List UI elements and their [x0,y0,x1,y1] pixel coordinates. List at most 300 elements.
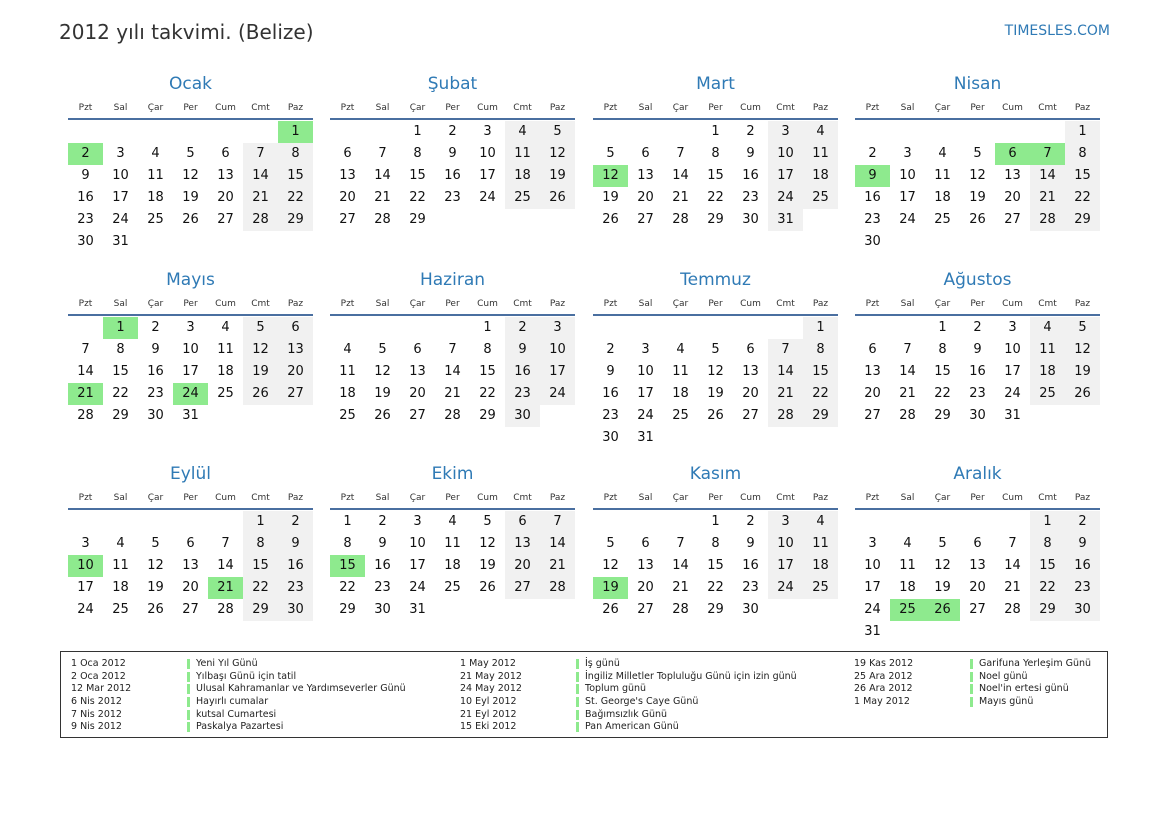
day-cell: 3 [81,536,90,551]
month-calendar [855,269,1100,427]
day-cell: 27 [864,408,881,423]
day-cell: 22 [339,580,356,595]
legend-marker [187,697,190,707]
legend-holiday-name: St. George's Caye Günü [585,696,699,708]
day-cell: 7 [676,146,685,161]
day-cell: 19 [707,386,724,401]
day-cell: 10 [899,168,916,183]
day-cell: 24 [768,187,803,209]
legend-marker [576,710,579,720]
day-cell: 5 [378,342,387,357]
day-cell: 6 [343,146,352,161]
day-cell: 31 [637,430,654,445]
empty-cell [365,317,400,339]
day-cell: 3 [116,146,125,161]
holiday-day-cell: 19 [593,577,628,599]
day-cell: 7 [448,342,457,357]
empty-cell [173,511,208,533]
day-cell: 22 [707,580,724,595]
legend-column-3 [854,658,1091,709]
day-cell: 26 [1065,383,1100,405]
day-cell: 9 [746,146,755,161]
day-cell: 18 [672,386,689,401]
legend-holiday-name: Mayıs günü [979,696,1034,708]
day-cell: 5 [540,121,575,143]
empty-cell [103,511,138,533]
empty-cell [68,511,103,533]
day-cell: 1 [938,320,947,335]
legend-date: 10 Eyl 2012 [460,696,517,708]
day-cell: 26 [540,187,575,209]
day-cell: 29 [243,599,278,621]
day-cell: 14 [374,168,391,183]
day-cell: 31 [409,602,426,617]
day-cell: 27 [969,602,986,617]
day-cell: 27 [278,383,313,405]
day-cell: 13 [637,558,654,573]
legend-marker [187,684,190,694]
header-divider [855,508,1100,510]
day-cell: 30 [77,234,94,249]
day-cell: 13 [182,558,199,573]
day-cell: 25 [505,187,540,209]
weekday-label: Çar [672,298,689,309]
day-cell: 25 [1030,383,1065,405]
day-cell: 29 [479,408,496,423]
day-cell: 5 [606,536,615,551]
day-cell: 6 [278,317,313,339]
day-cell: 9 [81,168,90,183]
day-cell: 20 [505,555,540,577]
day-cell: 28 [217,602,234,617]
day-cell: 21 [374,190,391,205]
day-cell: 28 [374,212,391,227]
weekday-label: Paz [549,298,566,309]
empty-cell [208,511,243,533]
day-cell: 21 [672,580,689,595]
empty-cell [960,121,995,143]
empty-cell [995,121,1030,143]
day-cell: 12 [707,364,724,379]
header-divider [593,508,838,510]
month-name: Ocak [169,74,212,94]
legend-column-2 [460,658,797,734]
day-cell: 11 [147,168,164,183]
month-calendar [593,463,838,621]
weekday-label: Paz [1074,102,1091,113]
holiday-day-cell: 10 [68,555,103,577]
legend-date: 25 Ara 2012 [854,670,913,682]
day-cell: 15 [707,168,724,183]
day-cell: 10 [182,342,199,357]
legend-holiday-name: Garifuna Yerleşim Günü [979,658,1092,669]
weekday-label: Cum [477,102,498,113]
legend-holiday-name: Paskalya Pazartesi [196,721,284,733]
weekday-header [330,488,575,507]
page-title: 2012 yılı takvimi. (Belize) [59,20,314,44]
day-cell: 8 [116,342,125,357]
day-cell: 4 [221,320,230,335]
empty-cell [138,511,173,533]
site-link[interactable]: TIMESLES.COM [1004,23,1110,39]
day-cell: 27 [637,212,654,227]
day-cell: 20 [217,190,234,205]
day-cell: 7 [221,536,230,551]
header-divider [330,118,575,120]
day-cell: 9 [505,339,540,361]
day-cell: 2 [151,320,160,335]
day-cell: 24 [409,580,426,595]
day-cell: 4 [803,121,838,143]
weekday-label: Cum [740,492,761,503]
day-cell: 3 [641,342,650,357]
day-cell: 3 [768,121,803,143]
day-cell: 8 [1065,143,1100,165]
day-cell: 26 [602,602,619,617]
day-cell: 24 [1004,386,1021,401]
legend-item [854,683,1091,696]
weekday-label: Sal [900,492,915,503]
day-cell: 1 [413,124,422,139]
day-grid [593,511,838,621]
day-cell: 9 [1065,533,1100,555]
day-cell: 13 [505,533,540,555]
day-cell: 9 [448,146,457,161]
day-cell: 16 [742,168,759,183]
day-cell: 2 [378,514,387,529]
weekday-label: Paz [812,102,829,113]
empty-cell [628,121,663,143]
day-cell: 17 [864,580,881,595]
weekday-label: Pzt [603,298,618,309]
day-cell: 10 [409,536,426,551]
empty-cell [593,511,628,533]
day-cell: 2 [746,514,755,529]
day-grid [330,511,575,621]
empty-cell [593,317,628,339]
weekday-label: Sal [113,492,128,503]
weekday-label: Cum [215,298,236,309]
weekday-label: Cmt [1038,492,1057,503]
holiday-day-cell: 24 [173,383,208,405]
day-cell: 20 [969,580,986,595]
day-cell: 22 [1065,187,1100,209]
legend-holiday-name: Yeni Yıl Günü [196,658,258,669]
day-cell: 26 [243,383,278,405]
legend-date: 19 Kas 2012 [854,658,914,669]
weekday-header [593,488,838,507]
day-cell: 12 [602,558,619,573]
weekday-label: Pzt [865,492,880,503]
month-name: Nisan [953,74,1002,94]
day-cell: 8 [413,146,422,161]
weekday-label: Cum [1002,492,1023,503]
legend-item [854,696,1091,709]
day-cell: 18 [444,558,461,573]
day-cell: 5 [243,317,278,339]
day-cell: 16 [969,364,986,379]
day-cell: 16 [147,364,164,379]
day-cell: 20 [637,580,654,595]
day-cell: 23 [742,580,759,595]
weekday-label: Paz [287,492,304,503]
day-cell: 13 [1004,168,1021,183]
day-grid [593,121,838,231]
day-cell: 30 [969,408,986,423]
day-cell: 16 [278,555,313,577]
day-cell: 5 [938,536,947,551]
day-cell: 28 [1004,602,1021,617]
day-cell: 3 [186,320,195,335]
day-cell: 6 [973,536,982,551]
holiday-day-cell: 25 [890,599,925,621]
day-grid [330,121,575,231]
empty-cell [435,317,470,339]
day-cell: 6 [868,342,877,357]
empty-cell [698,317,733,339]
legend-date: 12 Mar 2012 [71,683,132,695]
day-cell: 30 [602,430,619,445]
weekday-label: Cum [740,298,761,309]
day-cell: 10 [112,168,129,183]
holiday-day-cell: 2 [68,143,103,165]
day-cell: 22 [1030,577,1065,599]
legend-date: 24 May 2012 [460,683,522,695]
day-cell: 20 [864,386,881,401]
day-cell: 4 [448,514,457,529]
day-cell: 24 [540,383,575,405]
empty-cell [925,121,960,143]
day-cell: 21 [444,386,461,401]
day-cell: 19 [374,386,391,401]
day-cell: 23 [969,386,986,401]
day-cell: 13 [339,168,356,183]
empty-cell [663,317,698,339]
weekday-label: Cmt [776,102,795,113]
header-divider [330,314,575,316]
day-cell: 6 [641,146,650,161]
weekday-label: Sal [113,102,128,113]
legend-date: 15 Eki 2012 [460,721,517,733]
day-cell: 2 [606,342,615,357]
holiday-day-cell: 1 [278,121,313,143]
legend-item [71,696,406,709]
day-cell: 10 [768,533,803,555]
day-cell: 7 [1008,536,1017,551]
weekday-header [855,294,1100,313]
day-cell: 14 [217,558,234,573]
day-cell: 11 [803,143,838,165]
month-calendar [330,269,575,427]
day-cell: 14 [672,168,689,183]
day-cell: 17 [77,580,94,595]
month-calendar [330,463,575,621]
legend-holiday-name: Bağımsızlık Günü [585,708,668,720]
weekday-label: Cum [740,102,761,113]
day-cell: 22 [409,190,426,205]
day-cell: 22 [479,386,496,401]
day-cell: 7 [768,339,803,361]
empty-cell [628,511,663,533]
weekday-label: Çar [147,298,164,309]
day-cell: 25 [803,187,838,209]
legend-marker [187,659,190,669]
header-divider [68,314,313,316]
weekday-header [855,98,1100,117]
empty-cell [365,121,400,143]
day-cell: 3 [483,124,492,139]
legend-column-1 [71,658,406,734]
day-cell: 24 [77,602,94,617]
weekday-label: Cmt [513,492,532,503]
day-cell: 17 [112,190,129,205]
day-cell: 25 [147,212,164,227]
weekday-label: Cum [477,298,498,309]
day-cell: 23 [374,580,391,595]
weekday-label: Paz [1074,298,1091,309]
day-cell: 15 [243,555,278,577]
day-cell: 23 [278,577,313,599]
legend-marker [187,672,190,682]
day-cell: 6 [221,146,230,161]
day-cell: 5 [1065,317,1100,339]
day-cell: 4 [1030,317,1065,339]
day-cell: 11 [505,143,540,165]
empty-cell [628,317,663,339]
day-grid [68,511,313,621]
day-cell: 29 [803,405,838,427]
legend-item [71,721,406,734]
empty-cell [995,511,1030,533]
day-cell: 20 [339,190,356,205]
weekday-label: Sal [900,102,915,113]
weekday-label: Cum [1002,102,1023,113]
weekday-label: Per [445,492,460,503]
weekday-label: Çar [147,492,164,503]
day-cell: 26 [147,602,164,617]
day-cell: 19 [147,580,164,595]
weekday-label: Cum [1002,298,1023,309]
day-grid [330,317,575,427]
day-grid [855,121,1100,253]
weekday-header [593,294,838,313]
empty-cell [855,121,890,143]
weekday-header [68,488,313,507]
day-cell: 18 [339,386,356,401]
holiday-day-cell: 26 [925,599,960,621]
day-grid [855,511,1100,643]
legend-date: 2 Oca 2012 [71,670,126,682]
day-cell: 25 [444,580,461,595]
day-cell: 19 [182,190,199,205]
day-cell: 3 [768,511,803,533]
day-cell: 17 [409,558,426,573]
weekday-label: Paz [287,298,304,309]
weekday-label: Sal [113,298,128,309]
day-cell: 17 [768,555,803,577]
day-cell: 1 [711,514,720,529]
day-cell: 14 [1004,558,1021,573]
day-cell: 11 [112,558,129,573]
weekday-label: Per [970,492,985,503]
day-cell: 23 [602,408,619,423]
day-cell: 24 [479,190,496,205]
day-cell: 27 [217,212,234,227]
day-cell: 4 [938,146,947,161]
day-cell: 14 [768,361,803,383]
legend-marker [970,659,973,669]
weekday-label: Sal [638,298,653,309]
weekday-label: Çar [934,102,951,113]
empty-cell [925,511,960,533]
day-cell: 1 [803,317,838,339]
day-cell: 24 [899,212,916,227]
empty-cell [855,511,890,533]
day-cell: 7 [378,146,387,161]
day-cell: 26 [707,408,724,423]
weekday-label: Paz [812,492,829,503]
day-cell: 3 [413,514,422,529]
holiday-day-cell: 15 [330,555,365,577]
day-cell: 15 [1030,555,1065,577]
day-cell: 26 [602,212,619,227]
month-name: Temmuz [680,270,751,290]
weekday-label: Per [708,298,723,309]
weekday-label: Sal [375,102,390,113]
weekday-label: Paz [549,102,566,113]
weekday-label: Per [445,102,460,113]
day-cell: 20 [637,190,654,205]
legend-item [460,721,797,734]
day-cell: 25 [217,386,234,401]
day-cell: 12 [479,536,496,551]
month-calendar [68,269,313,427]
day-cell: 8 [938,342,947,357]
day-cell: 12 [934,558,951,573]
day-cell: 28 [899,408,916,423]
day-cell: 7 [81,342,90,357]
month-calendar [68,73,313,253]
empty-cell [663,121,698,143]
day-cell: 4 [151,146,160,161]
weekday-label: Pzt [340,492,355,503]
day-cell: 3 [868,536,877,551]
empty-cell [1030,121,1065,143]
weekday-header [593,98,838,117]
legend-date: 1 May 2012 [854,696,910,708]
day-cell: 11 [339,364,356,379]
day-cell: 14 [1030,165,1065,187]
day-cell: 8 [803,339,838,361]
weekday-label: Per [183,102,198,113]
weekday-label: Per [970,298,985,309]
day-cell: 2 [278,511,313,533]
weekday-label: Sal [638,102,653,113]
day-cell: 21 [672,190,689,205]
day-cell: 20 [742,386,759,401]
weekday-label: Cum [215,492,236,503]
legend-marker [576,672,579,682]
day-cell: 27 [505,577,540,599]
day-cell: 15 [278,165,313,187]
day-cell: 6 [505,511,540,533]
day-cell: 14 [77,364,94,379]
day-cell: 16 [864,190,881,205]
day-cell: 9 [606,364,615,379]
day-cell: 14 [899,364,916,379]
legend-holiday-name: Hayırlı cumalar [196,696,269,708]
day-cell: 19 [540,165,575,187]
